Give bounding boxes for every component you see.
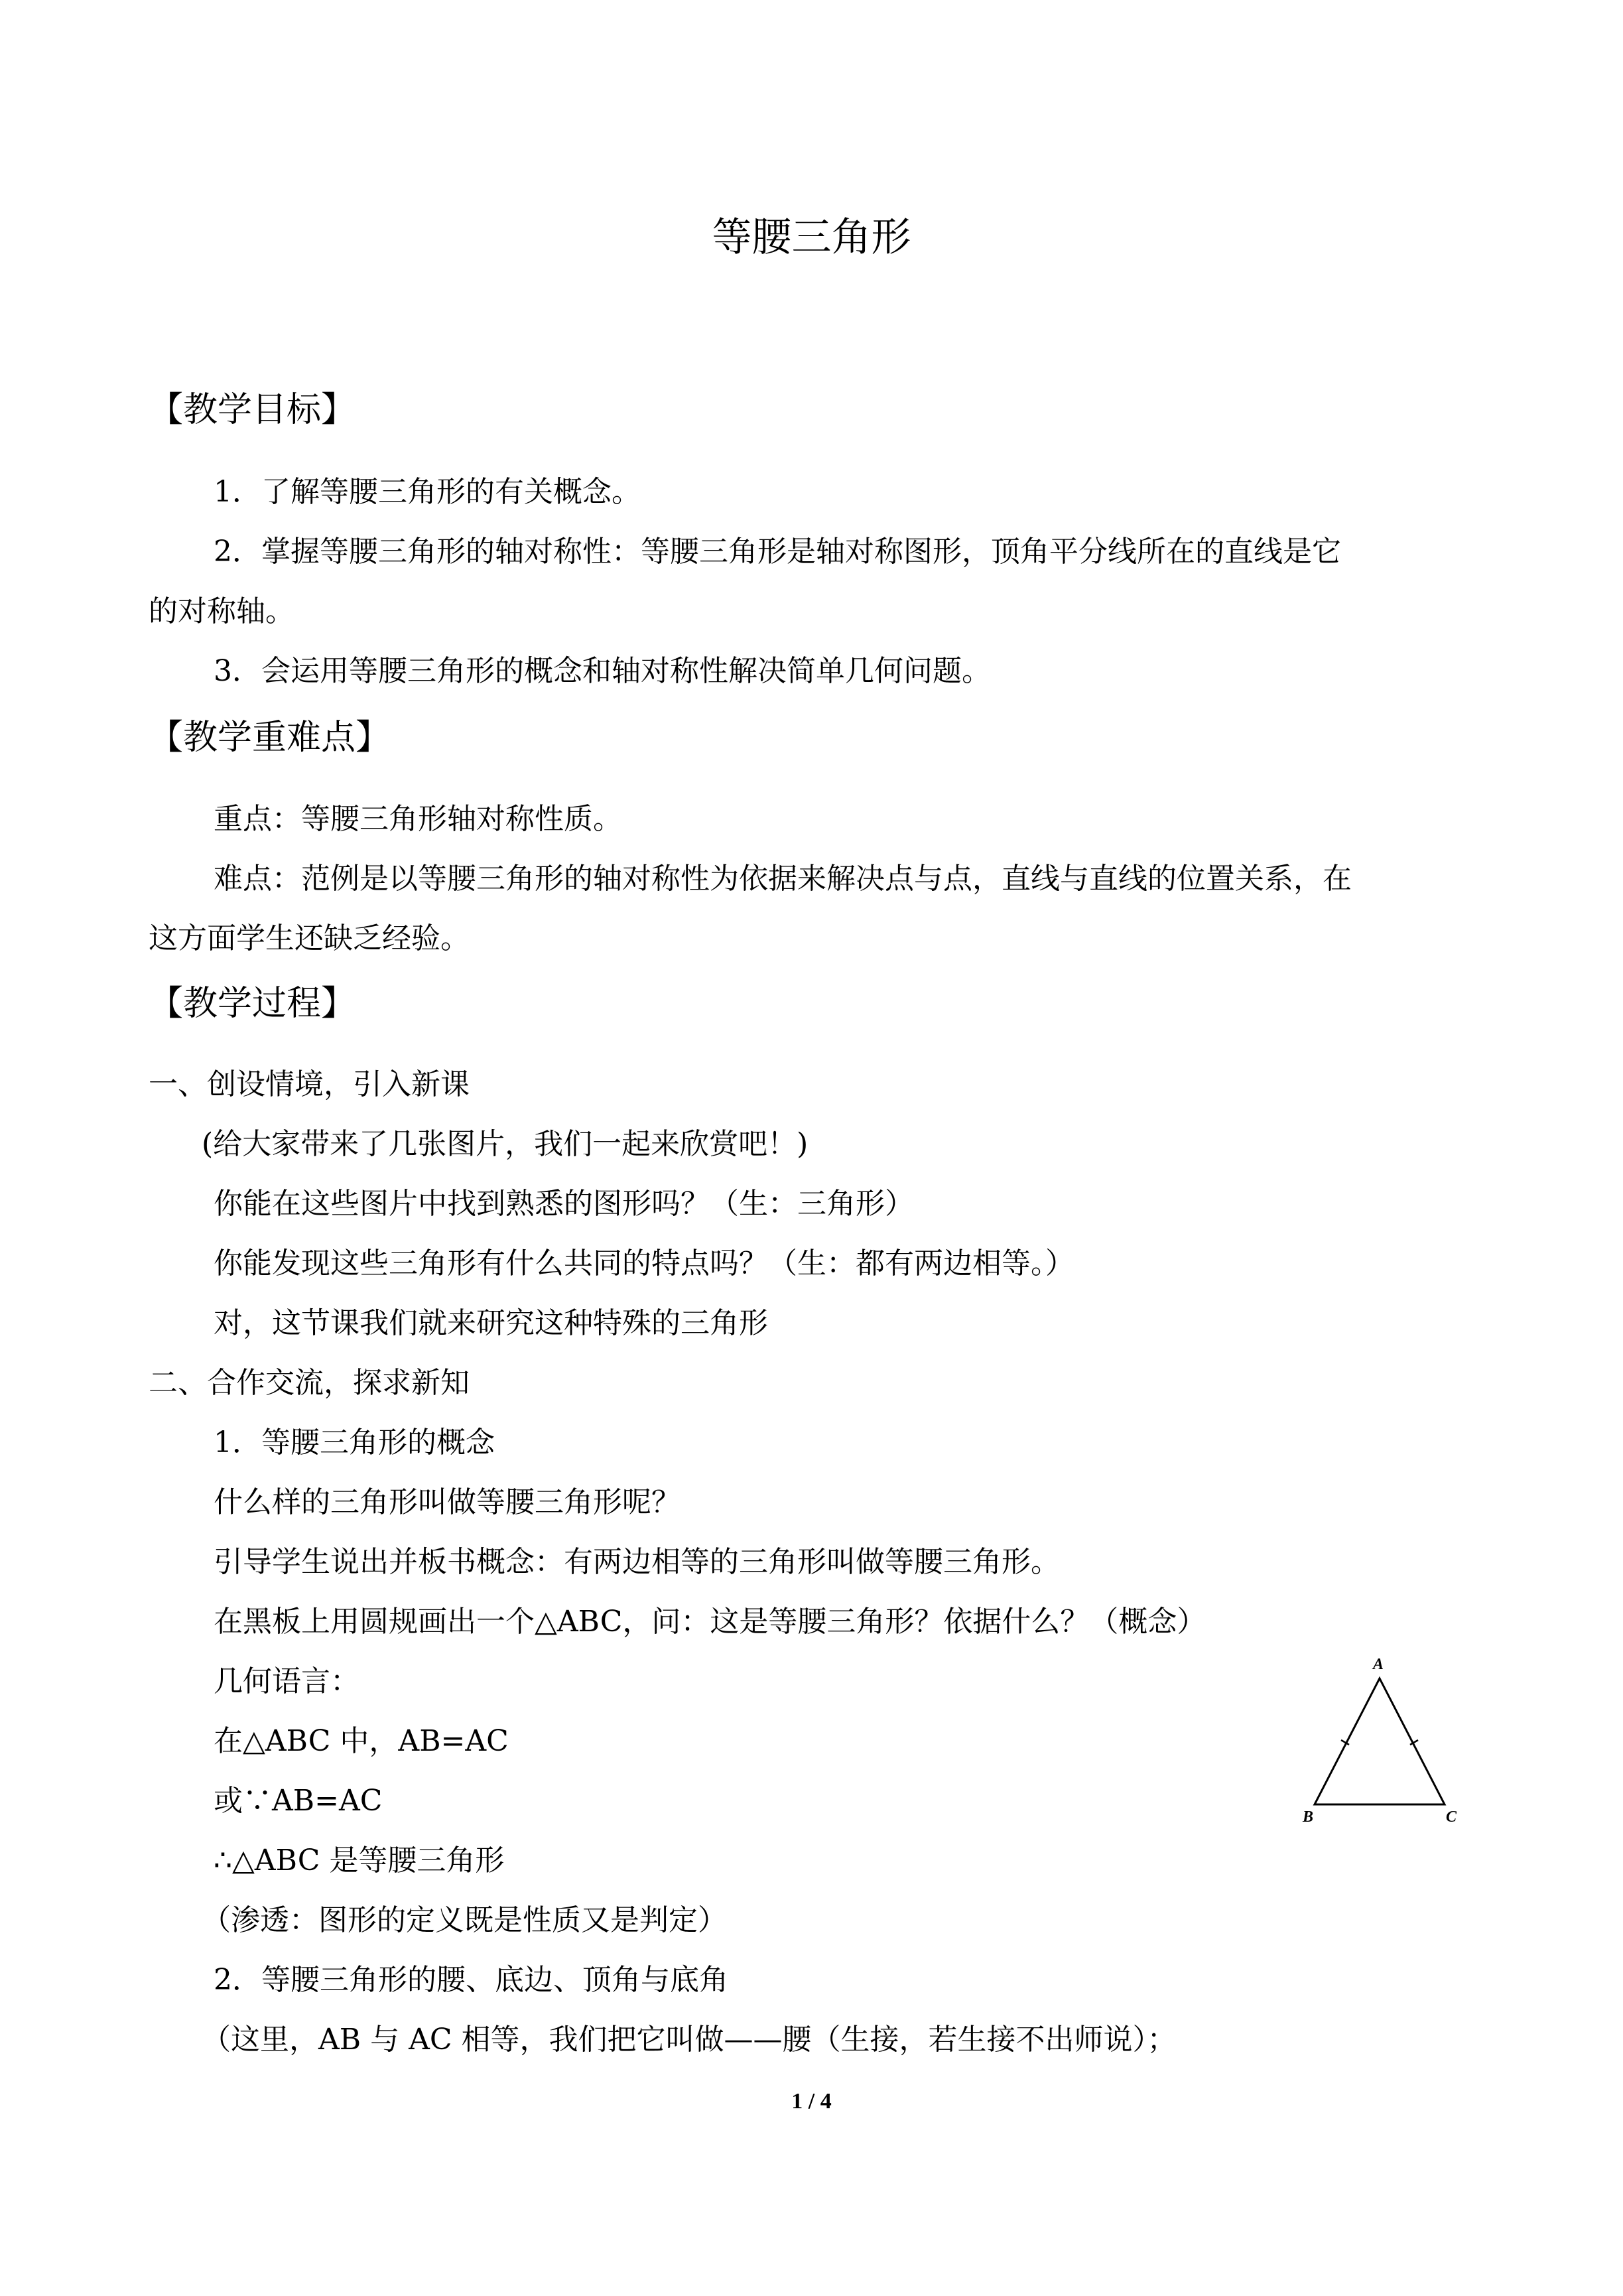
process-line: ∴△ABC 是等腰三角形: [214, 1844, 505, 1877]
vertex-label-a: A: [1373, 1656, 1384, 1673]
isosceles-triangle-figure: [1293, 1645, 1479, 1844]
page-title: 等腰三角形: [712, 214, 911, 261]
objective-line: 的对称轴。: [149, 594, 294, 628]
process-line: （这里，AB 与 AC 相等，我们把它叫做——腰（生接，若生接不出师说）；: [202, 2023, 1177, 2057]
process-line: 或∵AB=AC: [214, 1784, 383, 1818]
objective-line: 3．会运用等腰三角形的概念和轴对称性解决简单几何问题。: [214, 654, 991, 688]
triangle-abc: [1315, 1678, 1445, 1804]
objective-line: 1．了解等腰三角形的有关概念。: [214, 475, 641, 509]
process-section-title: 二、合作交流，探求新知: [149, 1366, 470, 1400]
key-point-line: 重点：等腰三角形轴对称性质。: [214, 802, 622, 836]
process-line: （渗透：图形的定义既是性质又是判定）: [202, 1903, 727, 1937]
objective-line: 2．掌握等腰三角形的轴对称性：等腰三角形是轴对称图形，顶角平分线所在的直线是它: [214, 535, 1341, 569]
vertex-label-c: C: [1446, 1808, 1457, 1826]
process-line: 1．等腰三角形的概念: [214, 1426, 495, 1459]
process-line: 2．等腰三角形的腰、底边、顶角与底角: [214, 1963, 728, 1997]
objectives-heading: 【教学目标】: [149, 390, 356, 430]
process-line: 几何语言：: [214, 1664, 359, 1698]
process-line: 引导学生说出并板书概念：有两边相等的三角形叫做等腰三角形。: [214, 1545, 1060, 1579]
process-line: 你能发现这些三角形有什么共同的特点吗？（生：都有两边相等。）: [214, 1247, 1074, 1280]
key-points-heading: 【教学重难点】: [149, 718, 391, 758]
process-line: (给大家带来了几张图片，我们一起来欣赏吧！): [202, 1127, 809, 1161]
page-number: 1 / 4: [791, 2089, 832, 2114]
process-heading: 【教学过程】: [149, 984, 356, 1024]
key-point-line: 难点：范例是以等腰三角形的轴对称性为依据来解决点与点，直线与直线的位置关系，在: [214, 862, 1352, 896]
process-line: 你能在这些图片中找到熟悉的图形吗？（生：三角形）: [214, 1187, 914, 1221]
process-line: 什么样的三角形叫做等腰三角形呢？: [214, 1485, 681, 1519]
key-point-line: 这方面学生还缺乏经验。: [149, 921, 470, 955]
process-line: 在黑板上用圆规画出一个△ABC，问：这是等腰三角形？依据什么？（概念）: [214, 1605, 1206, 1639]
vertex-label-b: B: [1303, 1808, 1314, 1826]
process-section-title: 一、创设情境，引入新课: [149, 1067, 470, 1101]
process-line: 对，这节课我们就来研究这种特殊的三角形: [214, 1306, 768, 1340]
process-line: 在△ABC 中，AB=AC: [214, 1724, 509, 1758]
